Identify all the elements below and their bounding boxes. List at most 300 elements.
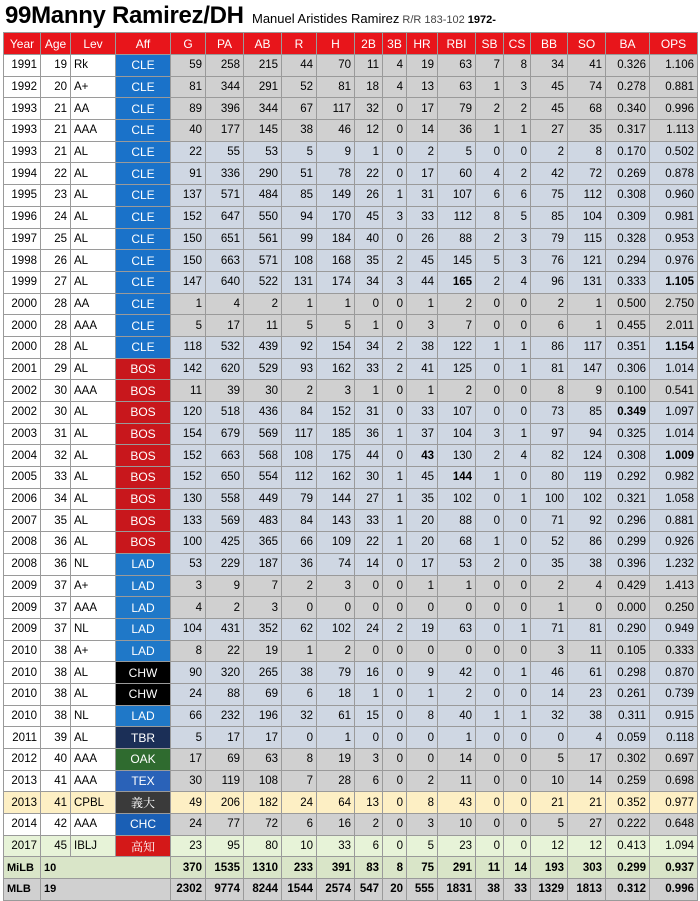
stat-cell: 53 (244, 141, 282, 163)
stat-cell: 0 (282, 727, 317, 749)
stat-cell: 1 (282, 293, 317, 315)
stat-cell: 291 (244, 76, 282, 98)
stat-cell: 144 (438, 467, 476, 489)
stat-cell: 9 (317, 141, 355, 163)
stat-cell: 0.926 (650, 532, 698, 554)
team-cell: BOS (116, 532, 171, 554)
stat-cell: 0.977 (650, 792, 698, 814)
stat-cell: 7 (438, 315, 476, 337)
stat-cell: 0 (383, 315, 407, 337)
stat-cell: 79 (438, 98, 476, 120)
totals-stat-cell: 33 (504, 879, 531, 901)
team-cell: LAD (116, 597, 171, 619)
stat-cell: 0.502 (650, 141, 698, 163)
year-cell: 2000 (4, 293, 41, 315)
season-row (4, 553, 698, 575)
stat-cell: 5 (407, 835, 438, 857)
stat-cell: 0.396 (606, 553, 650, 575)
season-row (4, 358, 698, 380)
totals-stat-cell: 193 (531, 857, 568, 879)
stat-cell: 0 (504, 727, 531, 749)
season-row (4, 293, 698, 315)
stat-cell: 8 (407, 705, 438, 727)
stat-cell: 336 (206, 163, 244, 185)
stat-cell: 23 (568, 683, 606, 705)
stat-cell: 0 (383, 163, 407, 185)
stat-cell: 1 (383, 488, 407, 510)
stat-cell: 2 (407, 770, 438, 792)
level-cell: AL (71, 445, 116, 467)
stat-cell: 0 (383, 445, 407, 467)
team-cell: CLE (116, 98, 171, 120)
year-cell: 1995 (4, 185, 41, 207)
year-cell: 2002 (4, 402, 41, 424)
stat-cell: 4 (504, 445, 531, 467)
age-cell: 45 (41, 835, 71, 857)
column-header: OPS (650, 33, 698, 55)
stat-cell: 187 (244, 553, 282, 575)
stat-cell: 45 (407, 467, 438, 489)
stat-cell: 33 (355, 358, 383, 380)
stat-cell: 0.170 (606, 141, 650, 163)
season-row (4, 141, 698, 163)
stat-cell: 0 (383, 380, 407, 402)
stat-cell: 75 (531, 185, 568, 207)
stat-cell: 0 (383, 792, 407, 814)
year-cell: 2004 (4, 445, 41, 467)
stat-cell: 119 (568, 467, 606, 489)
year-cell: 2000 (4, 336, 41, 358)
stat-cell: 1 (476, 120, 504, 142)
stat-cell: 102 (438, 488, 476, 510)
stat-cell: 5 (504, 206, 531, 228)
stat-cell: 3 (355, 749, 383, 771)
stat-cell: 1 (504, 336, 531, 358)
totals-stat-cell: 8244 (244, 879, 282, 901)
stat-cell: 0.996 (650, 98, 698, 120)
stat-cell: 7 (476, 55, 504, 77)
stat-cell: 46 (317, 120, 355, 142)
totals-stat-cell: 0.312 (606, 879, 650, 901)
stat-cell: 0.541 (650, 380, 698, 402)
age-cell: 20 (41, 76, 71, 98)
season-row (4, 120, 698, 142)
stat-cell: 41 (568, 55, 606, 77)
stat-cell: 0 (317, 597, 355, 619)
stat-cell: 1 (504, 705, 531, 727)
stat-cell: 5 (317, 315, 355, 337)
stat-cell: 1 (504, 358, 531, 380)
stat-cell: 2 (476, 228, 504, 250)
season-row (4, 228, 698, 250)
stat-cell: 2 (476, 445, 504, 467)
stat-cell: 149 (317, 185, 355, 207)
stat-cell: 396 (206, 98, 244, 120)
stat-cell: 10 (531, 770, 568, 792)
stat-cell: 88 (438, 228, 476, 250)
team-cell: 義大 (116, 792, 171, 814)
stat-cell: 3 (317, 575, 355, 597)
team-cell: CLE (116, 185, 171, 207)
stat-cell: 0 (383, 402, 407, 424)
stat-cell: 449 (244, 488, 282, 510)
totals-stat-cell: 83 (355, 857, 383, 879)
stat-cell: 436 (244, 402, 282, 424)
stat-cell: 11 (568, 640, 606, 662)
stat-cell: 59 (171, 55, 206, 77)
stat-cell: 53 (438, 553, 476, 575)
stat-cell: 0.278 (606, 76, 650, 98)
totals-stat-cell: 0.996 (650, 879, 698, 901)
totals-stat-cell: 2574 (317, 879, 355, 901)
level-cell: AL (71, 727, 116, 749)
stat-cell: 1.154 (650, 336, 698, 358)
stat-cell: 77 (206, 814, 244, 836)
year-cell: 2011 (4, 727, 41, 749)
stat-cell: 0 (407, 640, 438, 662)
stat-cell: 1 (171, 293, 206, 315)
stat-cell: 107 (438, 402, 476, 424)
stat-cell: 439 (244, 336, 282, 358)
totals-seasons: 10 (41, 857, 171, 879)
stat-cell: 36 (282, 553, 317, 575)
season-row (4, 402, 698, 424)
level-cell: AL (71, 510, 116, 532)
stat-cell: 0 (476, 380, 504, 402)
stat-cell: 561 (244, 228, 282, 250)
stat-cell: 95 (206, 835, 244, 857)
stat-cell: 0.294 (606, 250, 650, 272)
column-header: R (282, 33, 317, 55)
year-cell: 1999 (4, 271, 41, 293)
stat-cell: 2.750 (650, 293, 698, 315)
stat-cell: 2 (383, 358, 407, 380)
stat-cell: 0.261 (606, 683, 650, 705)
stat-cell: 0 (383, 814, 407, 836)
season-row (4, 770, 698, 792)
stat-cell: 150 (171, 228, 206, 250)
stat-cell: 174 (317, 271, 355, 293)
stat-cell: 100 (531, 488, 568, 510)
stat-cell: 2 (317, 640, 355, 662)
stat-cell: 1 (383, 423, 407, 445)
stat-cell: 104 (568, 206, 606, 228)
level-cell: AL (71, 271, 116, 293)
stat-cell: 20 (407, 510, 438, 532)
stat-cell: 569 (244, 423, 282, 445)
stat-cell: 40 (438, 705, 476, 727)
stat-cell: 147 (568, 358, 606, 380)
stat-cell: 4 (568, 575, 606, 597)
stat-cell: 568 (244, 445, 282, 467)
stat-cell: 6 (476, 185, 504, 207)
stat-cell: 571 (206, 185, 244, 207)
stat-cell: 0.298 (606, 662, 650, 684)
stat-cell: 51 (282, 163, 317, 185)
stat-cell: 265 (244, 662, 282, 684)
birth-year: 1972- (467, 14, 496, 26)
stat-cell: 0 (504, 141, 531, 163)
totals-stat-cell: 370 (171, 857, 206, 879)
stat-cell: 0 (476, 315, 504, 337)
stat-cell: 84 (282, 402, 317, 424)
stat-cell: 4 (383, 76, 407, 98)
level-cell: AAA (71, 380, 116, 402)
stat-cell: 1 (568, 293, 606, 315)
stat-cell: 71 (531, 618, 568, 640)
stat-cell: 42 (531, 163, 568, 185)
stat-cell: 0 (476, 770, 504, 792)
season-row (4, 315, 698, 337)
stat-cell: 91 (171, 163, 206, 185)
stat-cell: 6 (504, 185, 531, 207)
stat-cell: 108 (244, 770, 282, 792)
stat-cell: 0 (504, 467, 531, 489)
stat-cell: 4 (206, 293, 244, 315)
stat-cell: 0 (476, 814, 504, 836)
age-cell: 28 (41, 315, 71, 337)
team-cell: LAD (116, 618, 171, 640)
stat-cell: 3 (407, 315, 438, 337)
stat-cell: 84 (282, 510, 317, 532)
totals-stat-cell: 547 (355, 879, 383, 901)
stat-cell: 17 (568, 749, 606, 771)
age-cell: 37 (41, 575, 71, 597)
stat-cell: 9 (407, 662, 438, 684)
column-header: HR (407, 33, 438, 55)
stat-cell: 650 (206, 467, 244, 489)
stat-cell: 49 (171, 792, 206, 814)
stat-cell: 34 (355, 271, 383, 293)
stat-cell: 1 (476, 467, 504, 489)
season-row (4, 640, 698, 662)
stat-cell: 0 (504, 293, 531, 315)
stat-cell: 66 (282, 532, 317, 554)
level-cell: AL (71, 662, 116, 684)
stat-cell: 0.698 (650, 770, 698, 792)
age-cell: 25 (41, 228, 71, 250)
stat-cell: 344 (206, 76, 244, 98)
level-cell: AL (71, 163, 116, 185)
year-cell: 1998 (4, 250, 41, 272)
stat-cell: 8 (531, 380, 568, 402)
stat-cell: 31 (355, 402, 383, 424)
stat-cell: 2 (407, 141, 438, 163)
stat-cell: 36 (355, 423, 383, 445)
level-cell: NL (71, 553, 116, 575)
team-cell: CLE (116, 76, 171, 98)
team-cell: CLE (116, 120, 171, 142)
stat-cell: 1.014 (650, 423, 698, 445)
stat-cell: 117 (568, 336, 606, 358)
stat-cell: 0.870 (650, 662, 698, 684)
stat-cell: 39 (206, 380, 244, 402)
team-cell: CLE (116, 250, 171, 272)
stat-cell: 34 (531, 55, 568, 77)
stat-cell: 352 (244, 618, 282, 640)
year-cell: 2001 (4, 358, 41, 380)
stat-cell: 80 (244, 835, 282, 857)
stat-cell: 1.058 (650, 488, 698, 510)
stat-cell: 24 (171, 814, 206, 836)
totals-stat-cell: 1535 (206, 857, 244, 879)
stat-cell: 71 (531, 510, 568, 532)
stat-cell: 0 (568, 597, 606, 619)
stat-cell: 10 (282, 835, 317, 857)
stat-cell: 162 (317, 358, 355, 380)
stat-cell: 43 (407, 445, 438, 467)
stat-cell: 1 (438, 727, 476, 749)
level-cell: IBLJ (71, 835, 116, 857)
stat-cell: 154 (171, 423, 206, 445)
stat-cell: 0 (476, 141, 504, 163)
stat-cell: 0.351 (606, 336, 650, 358)
year-cell: 2017 (4, 835, 41, 857)
stat-cell: 45 (355, 206, 383, 228)
totals-stat-cell: 2302 (171, 879, 206, 901)
stat-cell: 1 (383, 467, 407, 489)
stat-cell: 61 (568, 662, 606, 684)
stat-cell: 1 (383, 510, 407, 532)
stat-cell: 0.105 (606, 640, 650, 662)
stat-cell: 0 (504, 770, 531, 792)
level-cell: A+ (71, 575, 116, 597)
stat-cell: 92 (568, 510, 606, 532)
season-row (4, 163, 698, 185)
stat-cell: 41 (407, 358, 438, 380)
stat-cell: 1 (407, 683, 438, 705)
age-cell: 21 (41, 120, 71, 142)
year-cell: 1993 (4, 141, 41, 163)
stat-cell: 1.097 (650, 402, 698, 424)
team-cell: CLE (116, 206, 171, 228)
age-cell: 27 (41, 271, 71, 293)
stat-cell: 0.881 (650, 510, 698, 532)
stat-cell: 0 (476, 575, 504, 597)
stat-cell: 1 (504, 618, 531, 640)
stat-cell: 2 (383, 336, 407, 358)
stat-cell: 94 (282, 206, 317, 228)
stat-cell: 0 (504, 640, 531, 662)
stat-cell: 38 (282, 662, 317, 684)
stat-cell: 88 (438, 510, 476, 532)
stat-cell: 0.296 (606, 510, 650, 532)
stat-cell: 27 (531, 120, 568, 142)
age-cell: 38 (41, 705, 71, 727)
totals-stat-cell: 1310 (244, 857, 282, 879)
stat-cell: 137 (171, 185, 206, 207)
column-header: SB (476, 33, 504, 55)
stat-cell: 569 (206, 510, 244, 532)
stat-cell: 1.232 (650, 553, 698, 575)
stat-cell: 0.982 (650, 467, 698, 489)
team-cell: CLE (116, 228, 171, 250)
stat-cell: 0 (476, 835, 504, 857)
stat-cell: 17 (171, 749, 206, 771)
stat-cell: 0 (383, 770, 407, 792)
stat-cell: 0.269 (606, 163, 650, 185)
level-cell: CPBL (71, 792, 116, 814)
stat-cell: 206 (206, 792, 244, 814)
age-cell: 40 (41, 749, 71, 771)
stat-cell: 53 (171, 553, 206, 575)
stat-cell: 73 (531, 402, 568, 424)
stat-cell: 8 (171, 640, 206, 662)
stat-cell: 24 (171, 683, 206, 705)
stat-cell: 2 (504, 98, 531, 120)
stat-cell: 0 (383, 835, 407, 857)
column-header: Lev (71, 33, 116, 55)
stat-cell: 6 (531, 315, 568, 337)
stat-cell: 258 (206, 55, 244, 77)
team-cell: OAK (116, 749, 171, 771)
stat-cell: 112 (568, 185, 606, 207)
stat-cell: 1 (568, 315, 606, 337)
stat-cell: 21 (531, 792, 568, 814)
stat-cell: 0 (383, 749, 407, 771)
stat-cell: 344 (244, 98, 282, 120)
stat-cell: 67 (282, 98, 317, 120)
stat-cell: 0 (476, 293, 504, 315)
stat-cell: 14 (531, 683, 568, 705)
stat-cell: 0.000 (606, 597, 650, 619)
stat-cell: 0 (407, 749, 438, 771)
stat-cell: 17 (206, 727, 244, 749)
stat-cell: 0.317 (606, 120, 650, 142)
stat-cell: 30 (244, 380, 282, 402)
age-cell: 21 (41, 141, 71, 163)
stat-cell: 32 (355, 98, 383, 120)
age-cell: 37 (41, 618, 71, 640)
stat-cell: 40 (355, 228, 383, 250)
age-cell: 28 (41, 293, 71, 315)
stat-cell: 94 (568, 423, 606, 445)
stat-cell: 130 (438, 445, 476, 467)
team-cell: BOS (116, 402, 171, 424)
team-cell: CHC (116, 814, 171, 836)
stat-cell: 18 (317, 683, 355, 705)
season-row (4, 597, 698, 619)
stat-cell: 152 (171, 445, 206, 467)
stat-cell: 37 (407, 423, 438, 445)
age-cell: 38 (41, 683, 71, 705)
column-header: G (171, 33, 206, 55)
season-row (4, 467, 698, 489)
season-row (4, 814, 698, 836)
stat-cell: 0 (504, 553, 531, 575)
year-cell: 1996 (4, 206, 41, 228)
level-cell: AAA (71, 814, 116, 836)
stat-cell: 35 (355, 250, 383, 272)
column-header: SO (568, 33, 606, 55)
stat-cell: 2 (206, 597, 244, 619)
stat-cell: 0 (476, 358, 504, 380)
totals-stat-cell: 75 (407, 857, 438, 879)
stat-cell: 5 (438, 141, 476, 163)
stat-cell: 9 (568, 380, 606, 402)
stat-cell: 196 (244, 705, 282, 727)
stat-cell: 63 (438, 55, 476, 77)
stat-cell: 550 (244, 206, 282, 228)
stat-cell: 0.960 (650, 185, 698, 207)
stat-cell: 0 (383, 228, 407, 250)
stat-cell: 0.349 (606, 402, 650, 424)
level-cell: NL (71, 705, 116, 727)
year-cell: 2003 (4, 423, 41, 445)
stat-cell: 0.321 (606, 488, 650, 510)
stat-cell: 45 (407, 250, 438, 272)
stat-cell: 1 (317, 727, 355, 749)
